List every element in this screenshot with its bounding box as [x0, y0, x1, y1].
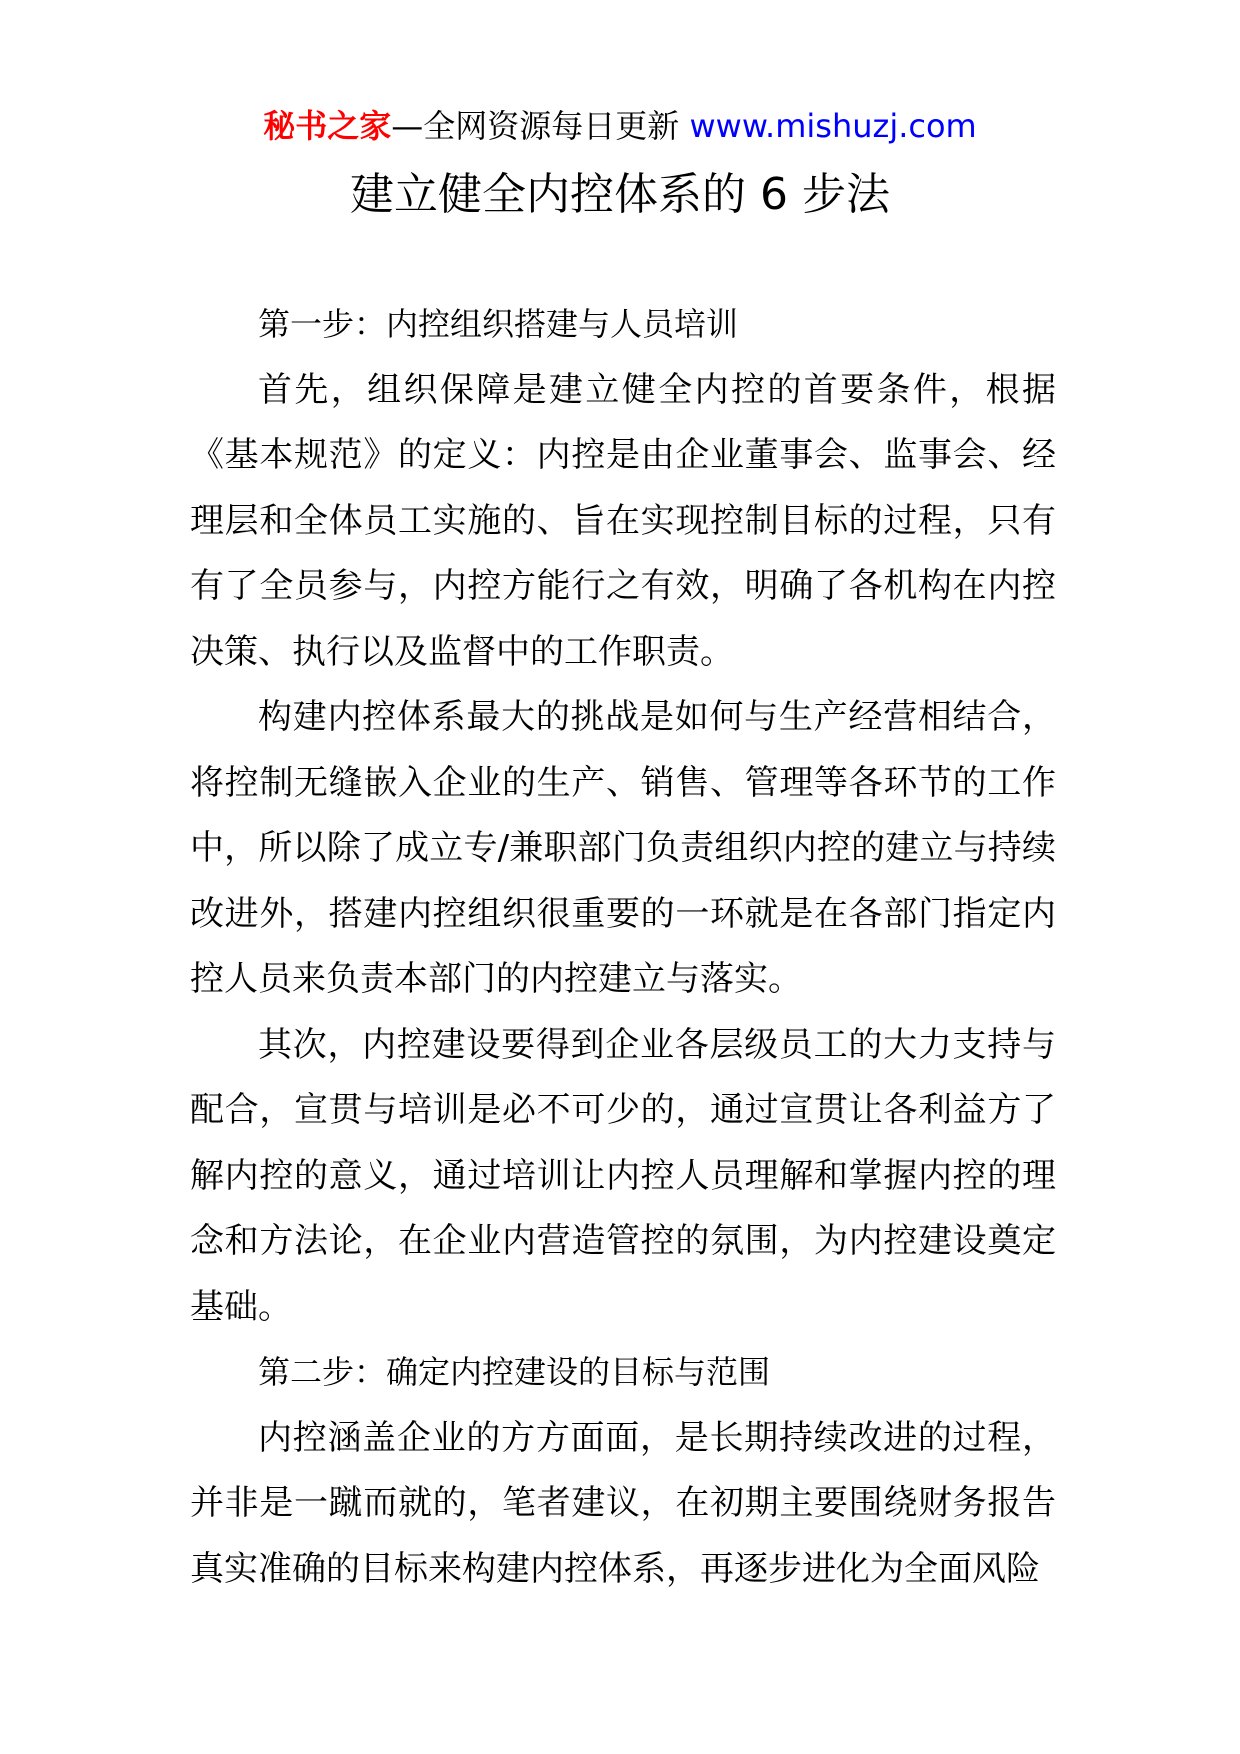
site-header — [0, 98, 1240, 154]
section-heading-step-2: 第二步：确定内控建设的目标与范围 — [258, 1353, 771, 1391]
site-brand: 秘书之家 — [263, 107, 392, 145]
section-heading-step-1: 第一步：内控组织搭建与人员培训 — [258, 305, 739, 343]
paragraph: 构建内控体系最大的挑战是如何与生产经营相结合，将控制无缝嵌入企业的生产、销售、管理等各环节的工作中，所以除了成立专/兼职部门负责组织内控的建立与持续改进外，搭建内控组织很重要的一环就是在各部门指定内控人员来负责本部门的内控建立与落实。 — [190, 697, 1056, 999]
document-body — [190, 292, 1056, 1602]
paragraph: 首先，组织保障是建立健全内控的首要条件，根据《基本规范》的定义：内控是由企业董事会、监事会、经理层和全体员工实施的、旨在实现控制目标的过程，只有有了全员参与，内控方能行之有效，明确了各机构在内控决策、执行以及监督中的工作职责。 — [190, 369, 1056, 672]
paragraph: 其次，内控建设要得到企业各层级员工的大力支持与配合，宣贯与培训是必不可少的，通过宣贯让各利益方了解内控的意义，通过培训让内控人员理解和掌握内控的理念和方法论，在企业内营造管控的氛围，为内控建设奠定基础。 — [190, 1024, 1056, 1327]
site-slogan: —全网资源每日更新 — [391, 107, 680, 145]
document-title: 建立健全内控体系的 6 步法 — [350, 169, 890, 220]
site-url-link[interactable]: www.mishuzj.com — [689, 107, 977, 145]
paragraph: 内控涵盖企业的方方面面，是长期持续改进的过程，并非是一蹴而就的，笔者建议，在初期主要围绕财务报告真实准确的目标来构建内控体系，再逐步进化为全面风险 — [190, 1417, 1056, 1589]
